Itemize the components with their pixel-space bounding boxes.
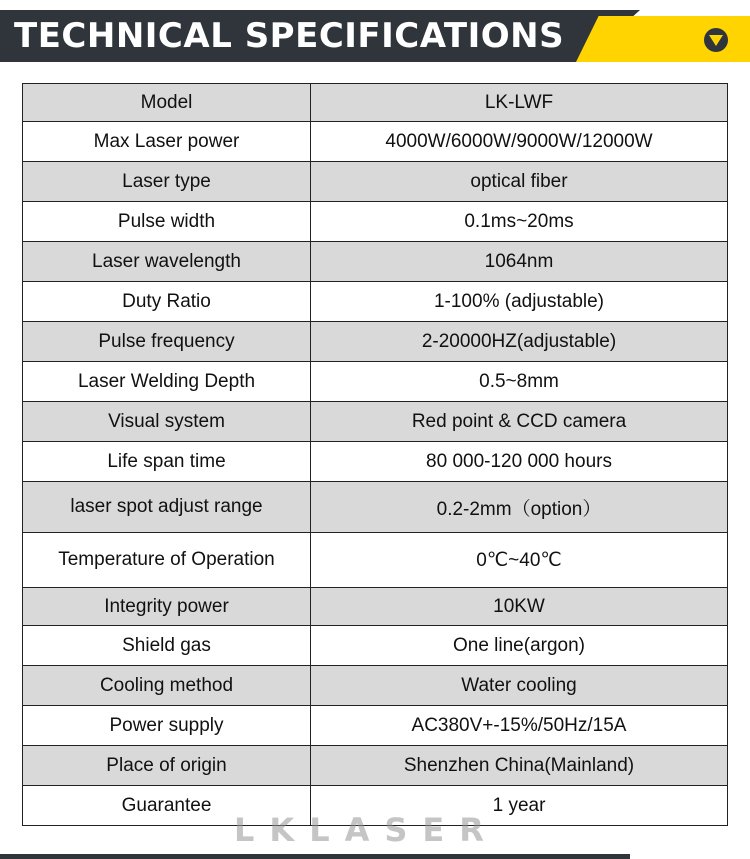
table-row	[23, 706, 728, 746]
spec-value: 2-20000HZ(adjustable)	[311, 322, 728, 362]
spec-label: Laser wavelength	[23, 242, 311, 282]
table-row	[23, 282, 728, 322]
spec-label: Pulse width	[23, 202, 311, 242]
spec-value: 0.1ms~20ms	[311, 202, 728, 242]
spec-label: Cooling method	[23, 666, 311, 706]
spec-value: 0.5~8mm	[311, 362, 728, 402]
spec-label: Model	[23, 84, 311, 122]
section-header	[0, 0, 750, 62]
spec-value: 1064nm	[311, 242, 728, 282]
spec-value: Red point & CCD camera	[311, 402, 728, 442]
table-row	[23, 442, 728, 482]
table-row	[23, 666, 728, 706]
table-row	[23, 322, 728, 362]
page-title: TECHNICAL SPECIFICATIONS	[14, 16, 565, 56]
spec-label: Temperature of Operation	[23, 533, 311, 588]
spec-label: Visual system	[23, 402, 311, 442]
spec-value: LK-LWF	[311, 84, 728, 122]
table-row	[23, 242, 728, 282]
spec-value: 4000W/6000W/9000W/12000W	[311, 122, 728, 162]
table-row	[23, 626, 728, 666]
spec-label: Power supply	[23, 706, 311, 746]
spec-label: laser spot adjust range	[23, 482, 311, 533]
spec-label: Max Laser power	[23, 122, 311, 162]
table-row	[23, 533, 728, 588]
spec-value: 80 000-120 000 hours	[311, 442, 728, 482]
spec-label: Integrity power	[23, 588, 311, 626]
spec-label: Laser type	[23, 162, 311, 202]
table-row	[23, 786, 728, 826]
spec-table	[22, 83, 728, 826]
table-row	[23, 84, 728, 122]
spec-value: 10KW	[311, 588, 728, 626]
table-row	[23, 202, 728, 242]
spec-label: Shield gas	[23, 626, 311, 666]
spec-value: Shenzhen China(Mainland)	[311, 746, 728, 786]
spec-value: AC380V+-15%/50Hz/15A	[311, 706, 728, 746]
spec-label: Laser Welding Depth	[23, 362, 311, 402]
brand-watermark: LKLASER	[234, 811, 499, 849]
table-row	[23, 162, 728, 202]
table-row	[23, 402, 728, 442]
table-row	[23, 482, 728, 533]
spec-value: 1-100% (adjustable)	[311, 282, 728, 322]
spec-value: 1 year	[311, 786, 728, 826]
spec-label: Duty Ratio	[23, 282, 311, 322]
chevron-down-icon[interactable]	[704, 28, 728, 52]
table-row	[23, 746, 728, 786]
spec-label: Pulse frequency	[23, 322, 311, 362]
spec-value: optical fiber	[311, 162, 728, 202]
spec-label: Life span time	[23, 442, 311, 482]
table-row	[23, 362, 728, 402]
spec-value: One line(argon)	[311, 626, 728, 666]
footer-divider	[0, 854, 630, 859]
table-row	[23, 122, 728, 162]
spec-label: Guarantee	[23, 786, 311, 826]
spec-value: 0℃~40℃	[311, 533, 728, 588]
table-row	[23, 588, 728, 626]
spec-label: Place of origin	[23, 746, 311, 786]
spec-value: Water cooling	[311, 666, 728, 706]
spec-value: 0.2-2mm（option）	[311, 482, 728, 533]
